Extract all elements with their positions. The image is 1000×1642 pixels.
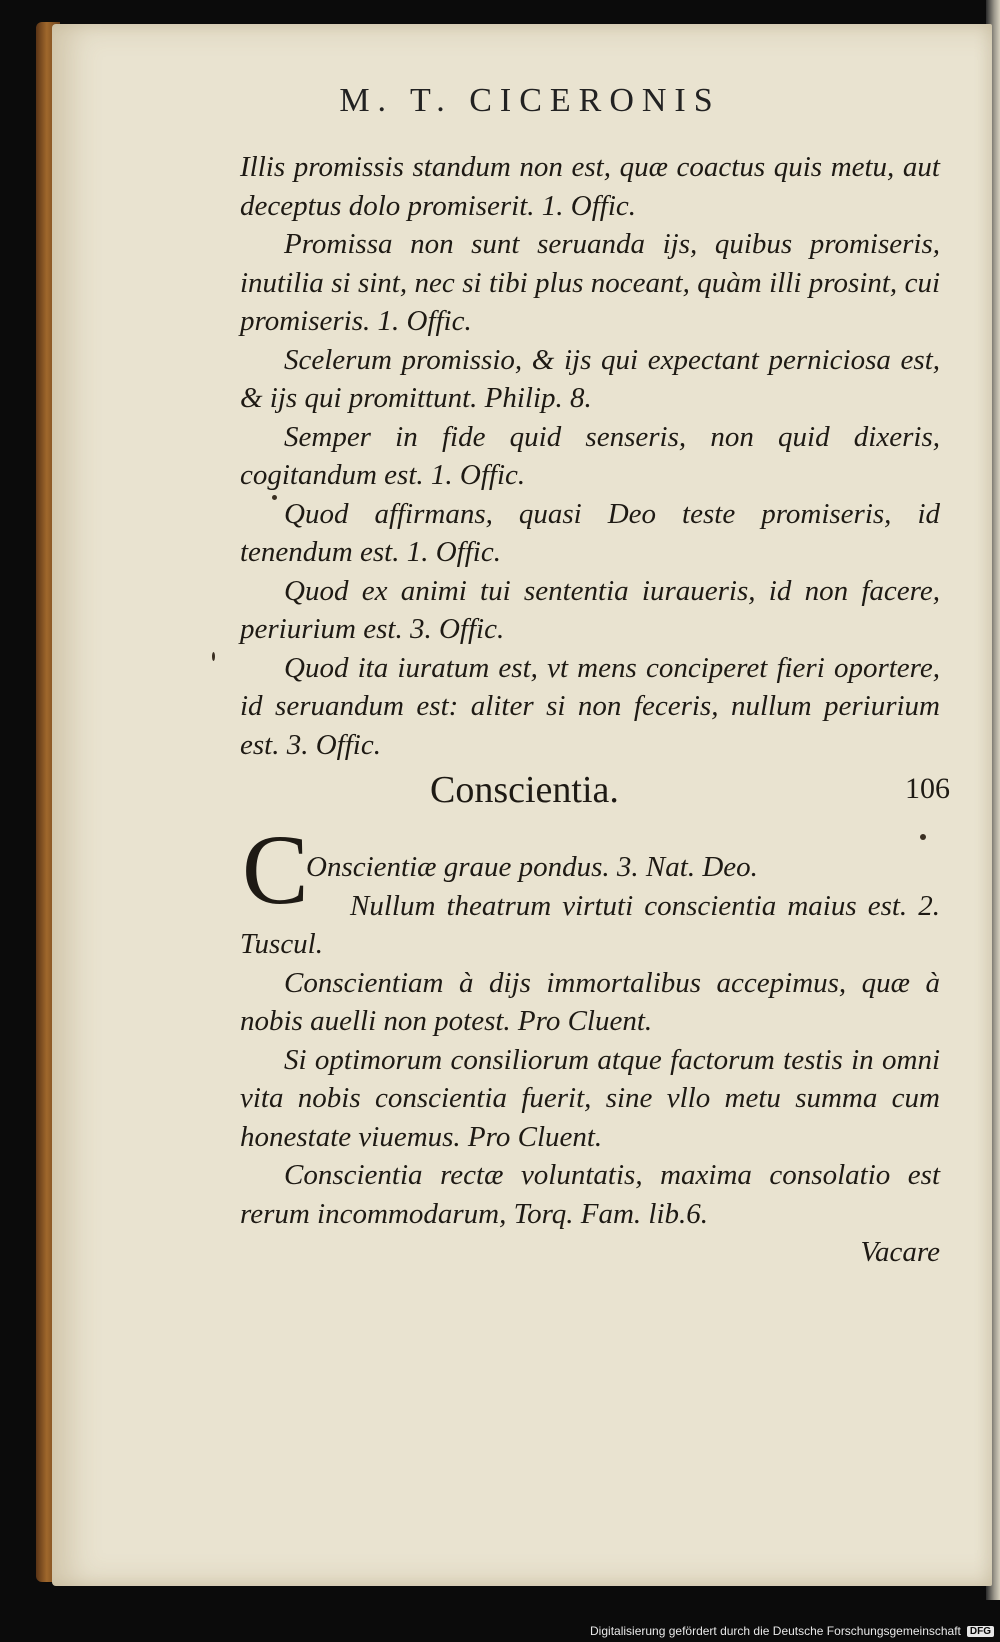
paragraph: Promissa non sunt seruanda ijs, quibus promiseris, inutilia si sint, nec si tibi plus noceant, quàm illi prosint, cui promiseris. 1. Offic.: [240, 228, 940, 337]
section-number: 106: [905, 772, 950, 805]
paragraph: Quod ita iuratum est, vt mens conciperet fieri oportere, id seruandum est: aliter si non feceris, nullum periurium est. 3. Offic.: [240, 651, 940, 761]
paragraph: Si optimorum consiliorum atque factorum testis in omni vita nobis conscientia fuerit, sine vllo metu summa cum honestate viuemus. Pro Cluent.: [240, 1043, 940, 1153]
drop-cap: C: [242, 814, 309, 925]
paragraph: Nullum theatrum virtuti conscientia maius est. 2. Tuscul.: [240, 889, 940, 960]
ink-speck: [920, 834, 926, 840]
running-head: M. T. CICERONIS: [339, 82, 721, 119]
text-block-top: [240, 148, 940, 764]
catchword: Vacare: [860, 1236, 940, 1268]
paragraph: Illis promissis standum non est, quæ coactus quis metu, aut deceptus dolo promiserit. 1. Offic.: [240, 151, 940, 222]
digitization-footer: [590, 1624, 994, 1638]
section-title: Conscientia.: [430, 769, 619, 811]
section-heading: [430, 768, 950, 812]
footer-text: Digitalisierung gefördert durch die Deutsche Forschungsgemeinschaft: [590, 1624, 961, 1638]
paragraph: Quod ex animi tui sententia iuraueris, id non facere, periurium est. 3. Offic.: [240, 574, 940, 645]
paragraph: Scelerum promissio, & ijs qui expectant perniciosa est, & ijs qui promittunt. Philip. 8.: [240, 343, 940, 414]
paragraph: Conscientia rectæ voluntatis, maxima consolatio est rerum incommodarum, Torq. Fam. lib.6.: [240, 1159, 940, 1230]
paragraph: Onscientiæ graue pondus. 3. Nat. Deo.: [306, 851, 758, 883]
paragraph: Quod affirmans, quasi Deo teste promiseris, id tenendum est. 1. Offic.: [240, 497, 940, 568]
dfg-logo: DFG: [967, 1626, 994, 1637]
ink-speck: [212, 652, 215, 661]
paragraph: Conscientiam à dijs immortalibus accepimus, quæ à nobis auelli non potest. Pro Cluent.: [240, 966, 940, 1037]
paragraph: Semper in fide quid senseris, non quid dixeris, cogitandum est. 1. Offic.: [240, 420, 940, 491]
text-block-bottom: [240, 848, 940, 1272]
ink-speck: [272, 495, 277, 500]
